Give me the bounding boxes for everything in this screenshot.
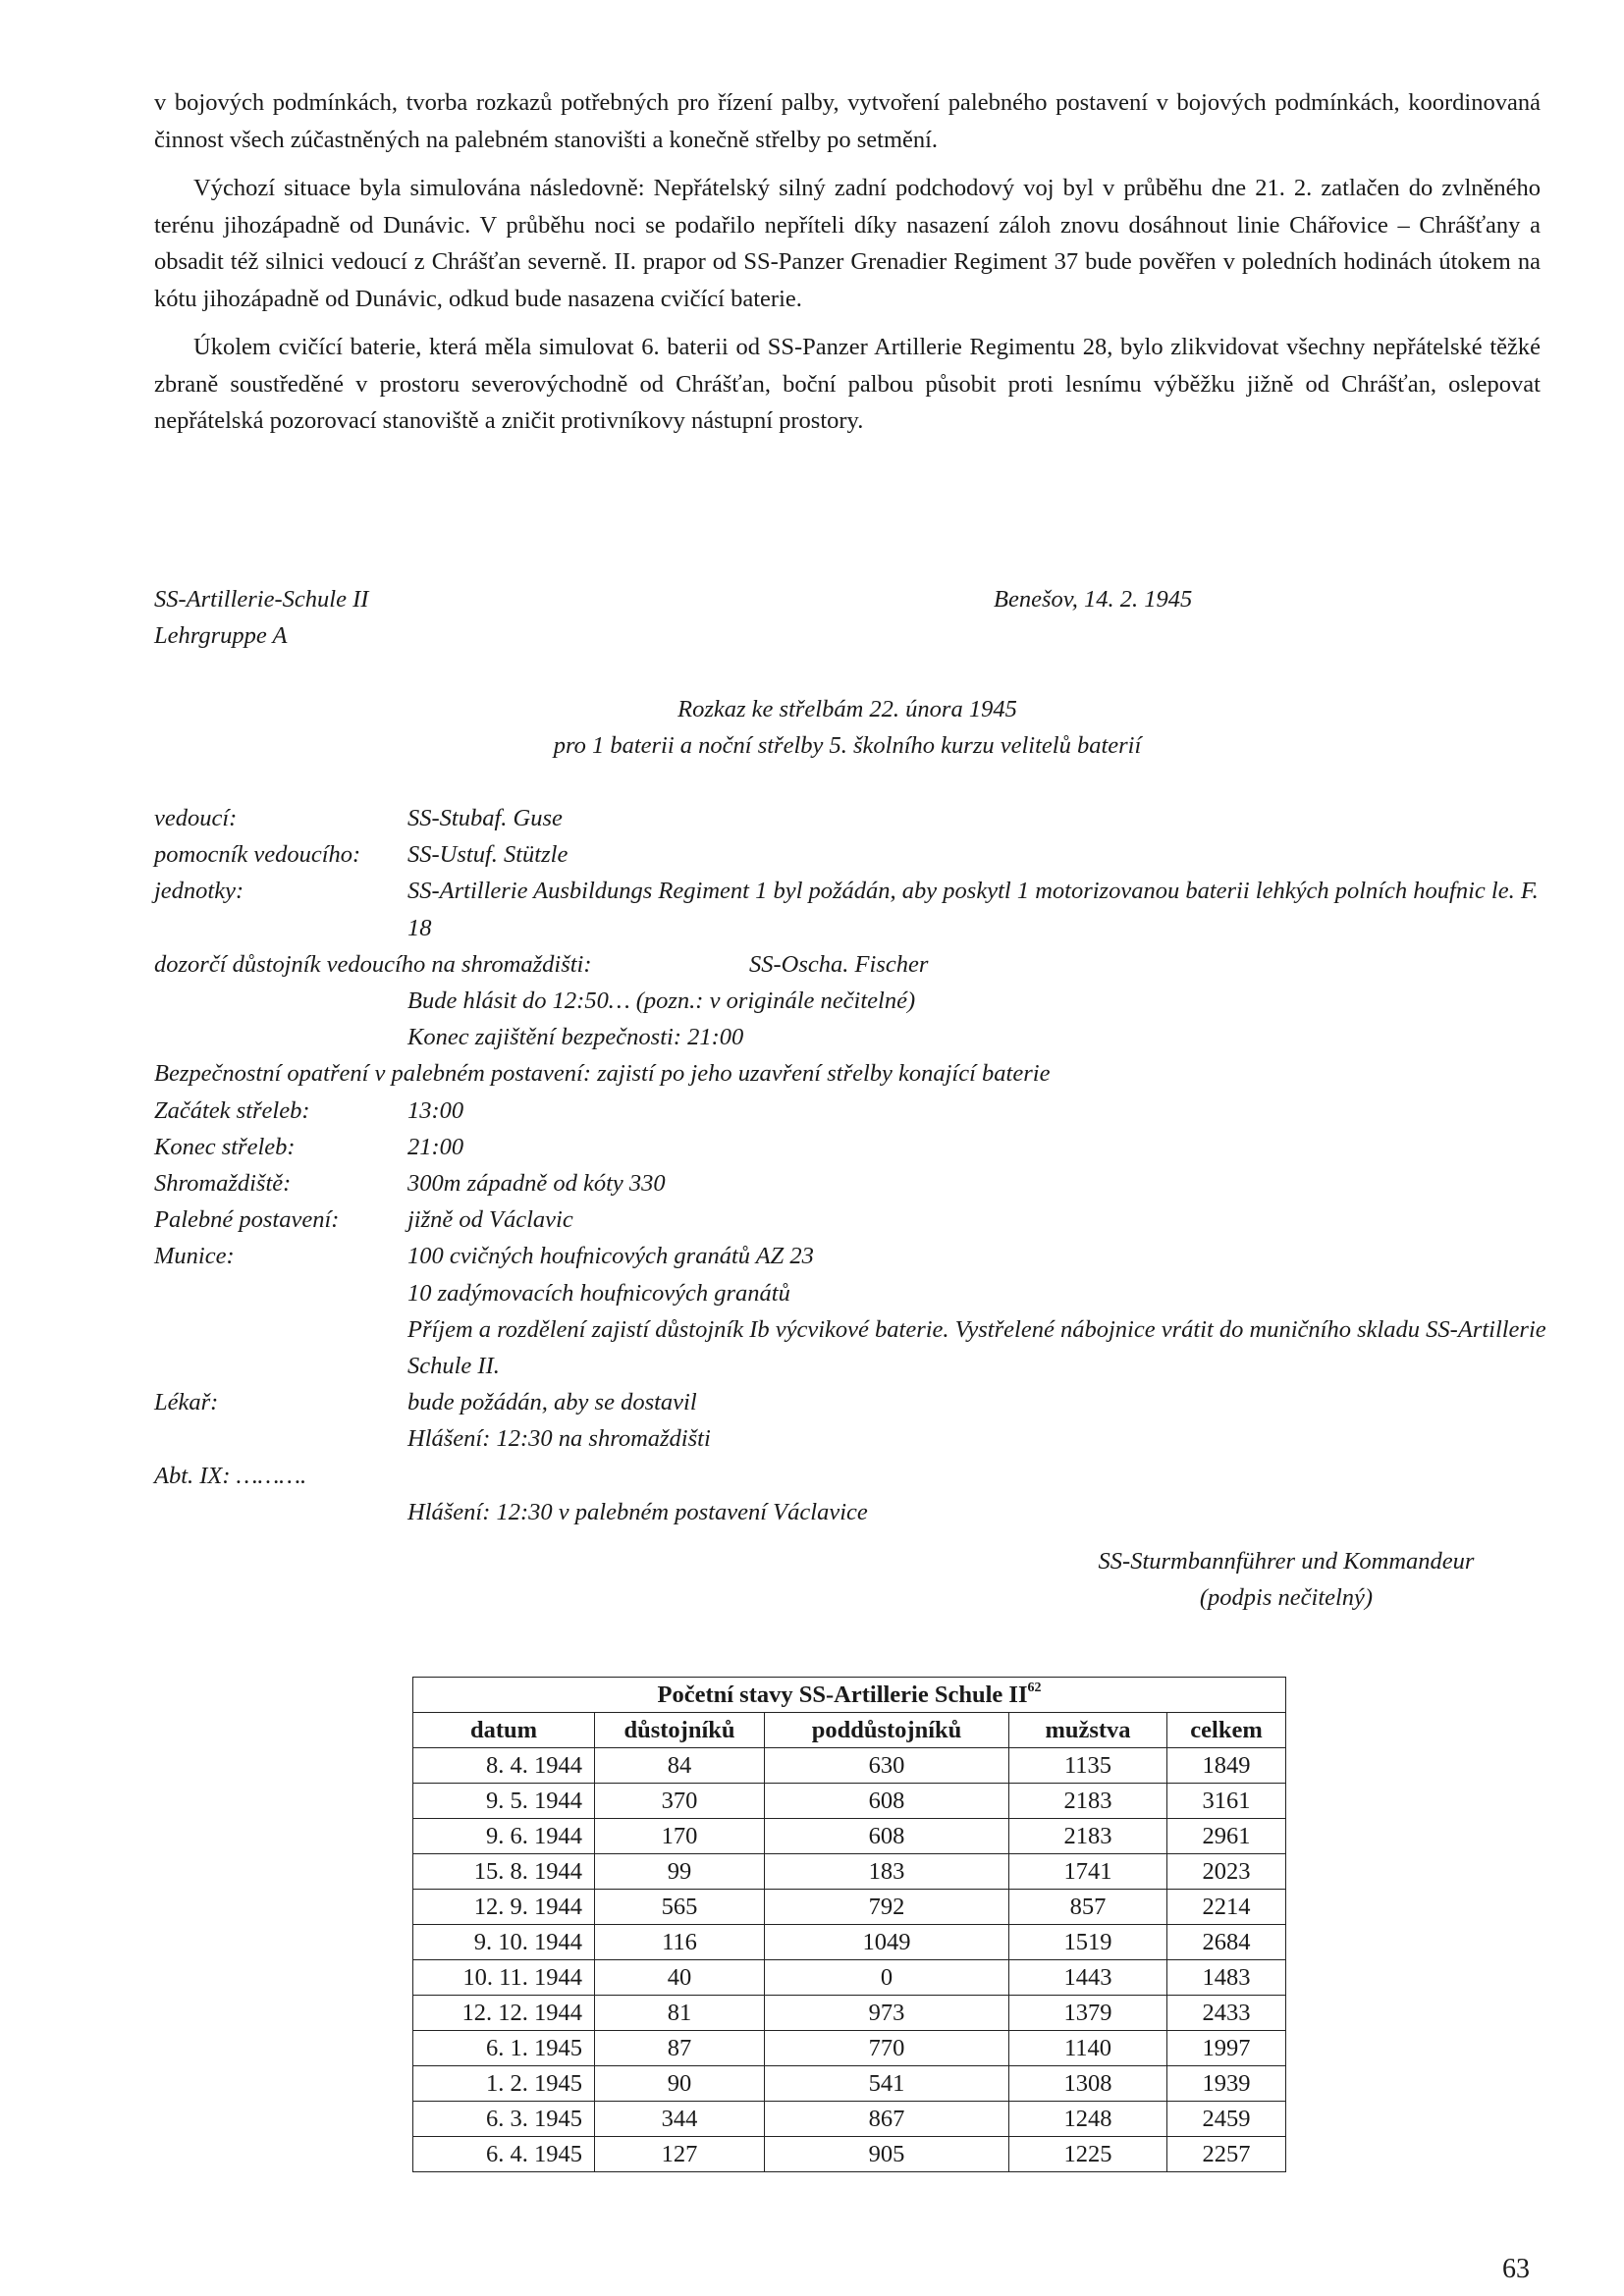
stats-table — [412, 1677, 1286, 2172]
table-cell: 81 — [595, 1996, 765, 2031]
table-cell: 0 — [765, 1960, 1009, 1996]
field-label: vedoucí: — [154, 805, 238, 831]
table-cell: 608 — [765, 1819, 1009, 1854]
field-label: pomocník vedoucího: — [154, 841, 361, 869]
field-label: jednotky: — [154, 878, 244, 905]
table-cell: 2183 — [1009, 1819, 1167, 1854]
place-date: Benešov, 14. 2. 1945 — [994, 586, 1193, 613]
order-title-line-1: Rozkaz ke střelbám 22. února 1945 — [677, 696, 1017, 722]
field-label: Konec střeleb: — [154, 1133, 296, 1160]
table-cell: 6. 1. 1945 — [413, 2031, 595, 2066]
field-label: Munice: — [154, 1243, 235, 1270]
table-row — [413, 1819, 1286, 1854]
table-cell: 6. 4. 1945 — [413, 2137, 595, 2172]
table-cell: 87 — [595, 2031, 765, 2066]
field-lekar — [154, 1384, 1548, 1420]
paragraph-3: Úkolem cvičící baterie, která měla simulovat 6. baterii od SS-Panzer Artillerie Regimentu 28, bylo zlikvidovat všechny nepřátelské těžké zbraně soustředěné v prostoru severovýchodně od Chrášťan, boční palbou působit proti lesnímu výběžku jižně od Chrášťan, oslepovat nepřátelská pozorovací stanoviště a zničit protivníkovy nástupní prostory. — [154, 334, 1541, 434]
table-cell: 3161 — [1167, 1784, 1286, 1819]
table-cell: 1379 — [1009, 1996, 1167, 2031]
field-continuation: Konec zajištění bezpečnosti: 21:00 — [407, 1024, 744, 1051]
field-continuation: 10 zadýmovacích houfnicových granátů — [407, 1279, 790, 1307]
table-row — [413, 1854, 1286, 1890]
table-cell: 90 — [595, 2066, 765, 2102]
signature-line-1: SS-Sturmbannführer und Kommandeur — [1098, 1548, 1475, 1575]
signature-line-2: (podpis nečitelný) — [1199, 1584, 1374, 1611]
table-cell: 1308 — [1009, 2066, 1167, 2102]
table-cell: 2214 — [1167, 1890, 1286, 1925]
table-cell: 2023 — [1167, 1854, 1286, 1890]
field-shromazdiste — [154, 1165, 1548, 1201]
field-bezpecnost: Bezpečnostní opatření v palebném postavení: zajistí po jeho uzavření střelby konající baterie — [154, 1060, 1051, 1088]
table-cell: 40 — [595, 1960, 765, 1996]
table-cell: 2257 — [1167, 2137, 1286, 2172]
table-cell: 116 — [595, 1925, 765, 1960]
table-cell: 183 — [765, 1854, 1009, 1890]
column-header: důstojníků — [595, 1713, 765, 1748]
field-label: Lékař: — [154, 1389, 219, 1416]
field-zacatek — [154, 1093, 1548, 1129]
table-header-row — [413, 1713, 1286, 1748]
paragraph-2: Výchozí situace byla simulována následovně: Nepřátelský silný zadní podchodový voj byl v průběhu dne 21. 2. zatlačen do zvlněného terénu jihozápadně od Dunávic. V průběhu noci se podařilo nepříteli díky nasazení záloh znovu dosáhnout linie Chářovice – Chrášťany a obsadit též silnici vedoucí z Chrášťan severně. II. prapor od SS-Panzer Grenadier Regiment 37 bude pověřen v poledních hodinách útokem na kótu jihozápadně od Dunávic, odkud bude nasazena cvičící baterie. — [154, 175, 1541, 312]
column-header: mužstva — [1009, 1713, 1167, 1748]
table-cell: 2961 — [1167, 1819, 1286, 1854]
table-cell: 6. 3. 1945 — [413, 2102, 595, 2137]
field-munice — [154, 1238, 1548, 1274]
table-cell: 1135 — [1009, 1748, 1167, 1784]
table-row — [413, 2031, 1286, 2066]
field-value: SS-Artillerie Ausbildungs Regiment 1 byl požádán, aby poskytl 1 motorizovanou baterii lehkých polních houfnic le. F. 18 — [407, 878, 1539, 941]
table-cell: 84 — [595, 1748, 765, 1784]
field-value: 21:00 — [407, 1133, 464, 1160]
table-cell: 1997 — [1167, 2031, 1286, 2066]
field-dozorci — [154, 946, 1548, 983]
table-cell: 792 — [765, 1890, 1009, 1925]
footnote-ref: 62 — [1027, 1680, 1042, 1695]
table-row — [413, 1890, 1286, 1925]
field-label: dozorčí důstojník vedoucího na shromaždišti: — [154, 950, 592, 978]
table-cell: 2183 — [1009, 1784, 1167, 1819]
column-header: poddůstojníků — [765, 1713, 1009, 1748]
field-value: SS-Oscha. Fischer — [749, 950, 929, 978]
table-cell: 2684 — [1167, 1925, 1286, 1960]
field-pomocnik — [154, 836, 1548, 873]
table-cell: 1140 — [1009, 2031, 1167, 2066]
table-cell: 127 — [595, 2137, 765, 2172]
table-cell: 170 — [595, 1819, 765, 1854]
field-value: 13:00 — [407, 1096, 464, 1124]
table-cell: 973 — [765, 1996, 1009, 2031]
table-cell: 1049 — [765, 1925, 1009, 1960]
paragraph-1: v bojových podmínkách, tvorba rozkazů potřebných pro řízení palby, vytvoření palebného postavení v bojových podmínkách, koordinovaná činnost všech zúčastněných na palebném stanovišti a konečně střelby po setmění. — [154, 89, 1541, 153]
table-cell: 770 — [765, 2031, 1009, 2066]
table-cell: 10. 11. 1944 — [413, 1960, 595, 1996]
table-caption — [413, 1678, 1286, 1713]
column-header: datum — [413, 1713, 595, 1748]
field-continuation: Hlášení: 12:30 na shromaždišti — [407, 1425, 711, 1453]
field-label: Palebné postavení: — [154, 1206, 340, 1234]
field-label: Shromaždiště: — [154, 1170, 292, 1198]
table-cell: 1741 — [1009, 1854, 1167, 1890]
table-cell: 370 — [595, 1784, 765, 1819]
table-row — [413, 2066, 1286, 2102]
table-cell: 99 — [595, 1854, 765, 1890]
body-text — [154, 84, 1541, 440]
table-cell: 15. 8. 1944 — [413, 1854, 595, 1890]
table-cell: 608 — [765, 1784, 1009, 1819]
field-value: SS-Stubaf. Guse — [407, 805, 563, 831]
table-cell: 8. 4. 1944 — [413, 1748, 595, 1784]
table-body — [413, 1748, 1286, 2172]
field-continuation: Bude hlásit do 12:50… (pozn.: v originále nečitelné) — [407, 988, 916, 1015]
field-abt-label: Abt. IX: ………. — [154, 1462, 307, 1489]
table-cell: 1849 — [1167, 1748, 1286, 1784]
table-cell: 12. 9. 1944 — [413, 1890, 595, 1925]
table-cell: 1483 — [1167, 1960, 1286, 1996]
field-jednotky — [154, 873, 1548, 945]
table-cell: 541 — [765, 2066, 1009, 2102]
table-cell: 1519 — [1009, 1925, 1167, 1960]
order-title — [154, 691, 1541, 764]
field-konec — [154, 1129, 1548, 1165]
table-row — [413, 1960, 1286, 1996]
field-value: SS-Ustuf. Stützle — [407, 841, 568, 869]
table-cell: 1225 — [1009, 2137, 1167, 2172]
field-continuation: Příjem a rozdělení zajistí důstojník Ib výcvikové baterie. Vystřelené nábojnice vrátit do muničního skladu SS-Artillerie Schule II. — [407, 1315, 1546, 1380]
table-cell: 9. 10. 1944 — [413, 1925, 595, 1960]
field-vedouci — [154, 800, 1548, 836]
table-cell: 344 — [595, 2102, 765, 2137]
table-cell: 905 — [765, 2137, 1009, 2172]
sender-line-2: Lehrgruppe A — [154, 622, 288, 649]
field-continuation: Hlášení: 12:30 v palebném postavení Václavice — [407, 1498, 868, 1525]
table-cell: 857 — [1009, 1890, 1167, 1925]
field-value: jižně od Václavic — [407, 1206, 573, 1234]
table-cell: 1443 — [1009, 1960, 1167, 1996]
table-row — [413, 1748, 1286, 1784]
field-value: 300m západně od kóty 330 — [407, 1170, 666, 1198]
field-label: Začátek střeleb: — [154, 1096, 310, 1124]
field-value: 100 cvičných houfnicových granátů AZ 23 — [407, 1243, 814, 1270]
table-cell: 1248 — [1009, 2102, 1167, 2137]
table-cell: 9. 6. 1944 — [413, 1819, 595, 1854]
table-caption-text: Početní stavy SS-Artillerie Schule II — [657, 1681, 1028, 1708]
table-cell: 1. 2. 1945 — [413, 2066, 595, 2102]
sender-block — [154, 581, 368, 654]
table-cell: 12. 12. 1944 — [413, 1996, 595, 2031]
table-cell: 9. 5. 1944 — [413, 1784, 595, 1819]
order-fields — [154, 800, 1548, 1530]
table-row — [413, 2137, 1286, 2172]
table-row — [413, 1784, 1286, 1819]
table-cell: 1939 — [1167, 2066, 1286, 2102]
table-cell: 630 — [765, 1748, 1009, 1784]
sender-line-1: SS-Artillerie-Schule II — [154, 586, 369, 613]
column-header: celkem — [1167, 1713, 1286, 1748]
table-cell: 2433 — [1167, 1996, 1286, 2031]
signature-block — [1041, 1543, 1532, 1616]
page-number: 63 — [1502, 2254, 1530, 2284]
field-value: bude požádán, aby se dostavil — [407, 1389, 697, 1416]
table-cell: 2459 — [1167, 2102, 1286, 2137]
table-cell: 867 — [765, 2102, 1009, 2137]
field-palebne — [154, 1201, 1548, 1238]
table-row — [413, 1925, 1286, 1960]
order-title-line-2: pro 1 baterii a noční střelby 5. školního kurzu velitelů baterií — [553, 732, 1142, 759]
table-cell: 565 — [595, 1890, 765, 1925]
table-row — [413, 2102, 1286, 2137]
table-row — [413, 1996, 1286, 2031]
